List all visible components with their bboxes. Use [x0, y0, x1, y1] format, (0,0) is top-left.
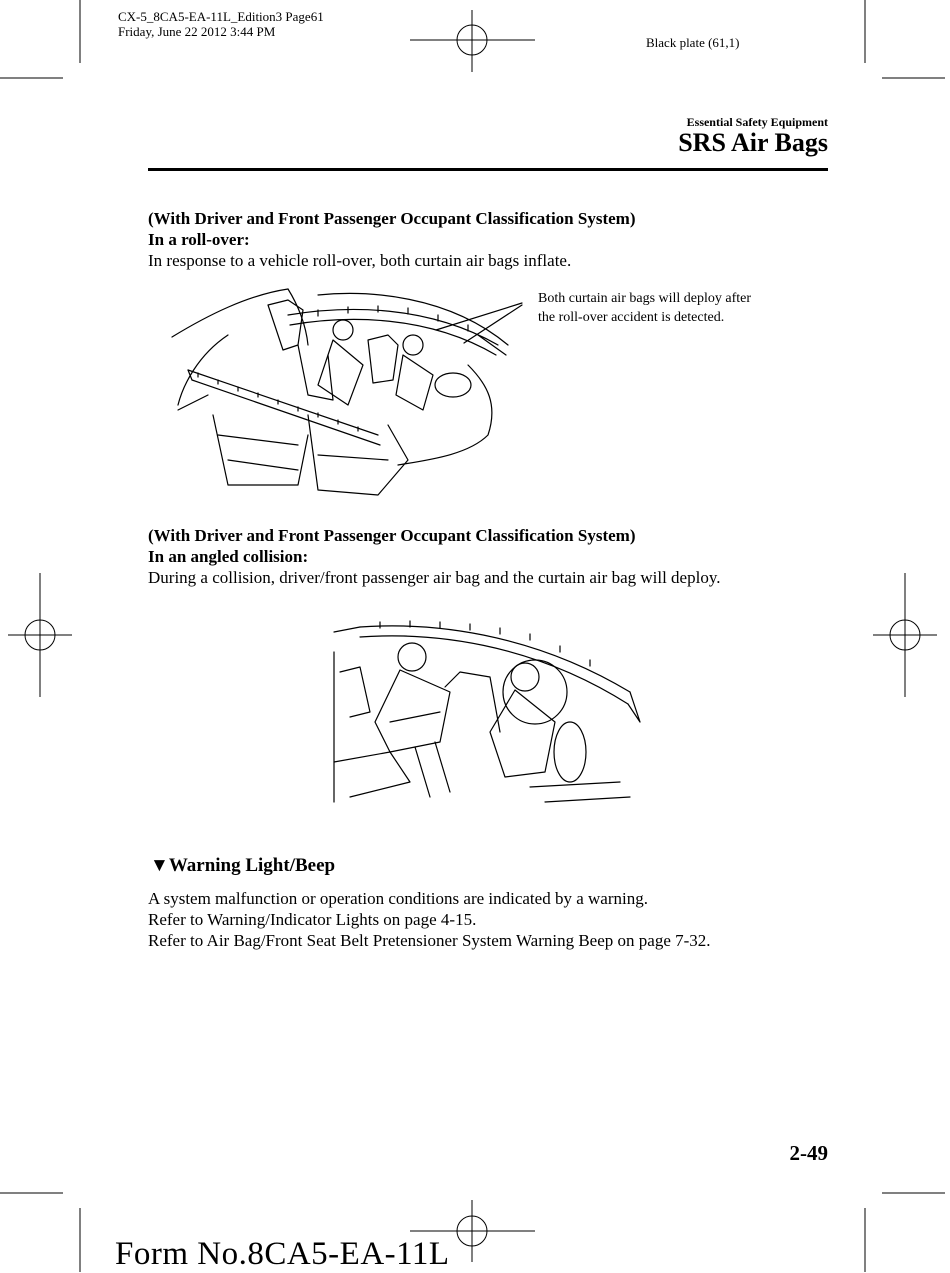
warning-line-1: A system malfunction or operation conditions are indicated by a warning.	[148, 889, 648, 908]
header-rule	[148, 168, 828, 171]
warning-heading	[150, 855, 335, 877]
plate-label: Black plate (61,1)	[646, 35, 740, 50]
rollover-heading: In a roll-over:	[148, 230, 250, 249]
form-number: Form No.8CA5-EA-11L	[115, 1236, 450, 1272]
registration-target-top	[410, 10, 535, 72]
condition-note-2: (With Driver and Front Passenger Occupant Classification System)	[148, 526, 636, 545]
page-title: SRS Air Bags	[678, 128, 828, 157]
condition-note-1: (With Driver and Front Passenger Occupant Classification System)	[148, 209, 636, 228]
page-number: 2-49	[789, 1141, 828, 1165]
rollover-text: In response to a vehicle roll-over, both curtain air bags inflate.	[148, 251, 572, 270]
warning-heading-label: Warning Light/Beep	[168, 855, 336, 876]
warning-line-3: Refer to Air Bag/Front Seat Belt Pretensioner System Warning Beep on page 7-32.	[148, 931, 711, 950]
rollover-caption-line2: the roll-over accident is detected.	[538, 310, 725, 325]
rollover-illustration	[168, 285, 528, 510]
registration-target-right	[873, 573, 937, 697]
angled-collision-text: During a collision, driver/front passenger air bag and the curtain air bag will deploy.	[148, 568, 721, 587]
triangle-down-icon: ▼	[150, 855, 169, 876]
print-date: Friday, June 22 2012 3:44 PM	[118, 24, 276, 39]
section-label: Essential Safety Equipment	[686, 115, 828, 129]
file-info: CX-5_8CA5-EA-11L_Edition3 Page61	[118, 9, 324, 24]
angled-collision-heading: In an angled collision:	[148, 547, 309, 566]
angled-collision-illustration	[330, 612, 645, 812]
rollover-caption-line1: Both curtain air bags will deploy after	[538, 291, 752, 306]
warning-line-2: Refer to Warning/Indicator Lights on page 4-15.	[148, 910, 477, 929]
registration-target-left	[8, 573, 72, 697]
